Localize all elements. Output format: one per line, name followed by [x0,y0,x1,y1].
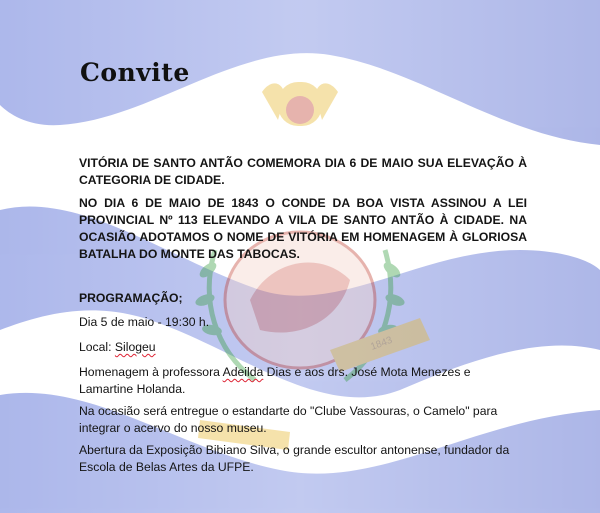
history-paragraph: NO DIA 6 DE MAIO DE 1843 O CONDE DA BOA VISTA ASSINOU A LEI PROVINCIAL Nº 113 ELEVANDO A VILA DE SANTO ANTÃO À CIDADE. NA OCASIÃO ADOTAMOS O NOME DE VITÓRIA EM HOMENAGEM À GLORIOSA BATALHA DO MONTE DAS TABOCAS. [79,196,527,261]
tribute-paragraph [79,364,527,398]
tribute-name: Adeilda [222,365,264,379]
tribute-part2: Dias e aos drs. José Mota Menezes e Lamartine Holanda. [79,365,471,396]
page-title: Convite [80,58,190,87]
date-time: Dia 5 de maio - 19:30 h. [79,315,210,329]
heading-paragraph: VITÓRIA DE SANTO ANTÃO COMEMORA DIA 6 DE MAIO SUA ELEVAÇÃO À CATEGORIA DE CIDADE. [79,156,527,187]
location-line [79,339,527,356]
ribbon-year: 1843 [369,334,394,353]
standard-paragraph: Na ocasião será entregue o estandarte do "Clube Vassouras, o Camelo" para integrar o acervo do nosso museu. [79,404,498,435]
location-label: Local: [79,340,115,354]
exhibition-paragraph: Abertura da Exposição Bibiano Silva, o grande escultor antonense, fundador da Escola de Belas Artes da UFPE. [79,443,510,474]
location-value: Silogeu [114,340,156,354]
program-label: PROGRAMAÇÃO; [79,291,183,305]
tribute-part1: Homenagem à professora [79,365,223,379]
